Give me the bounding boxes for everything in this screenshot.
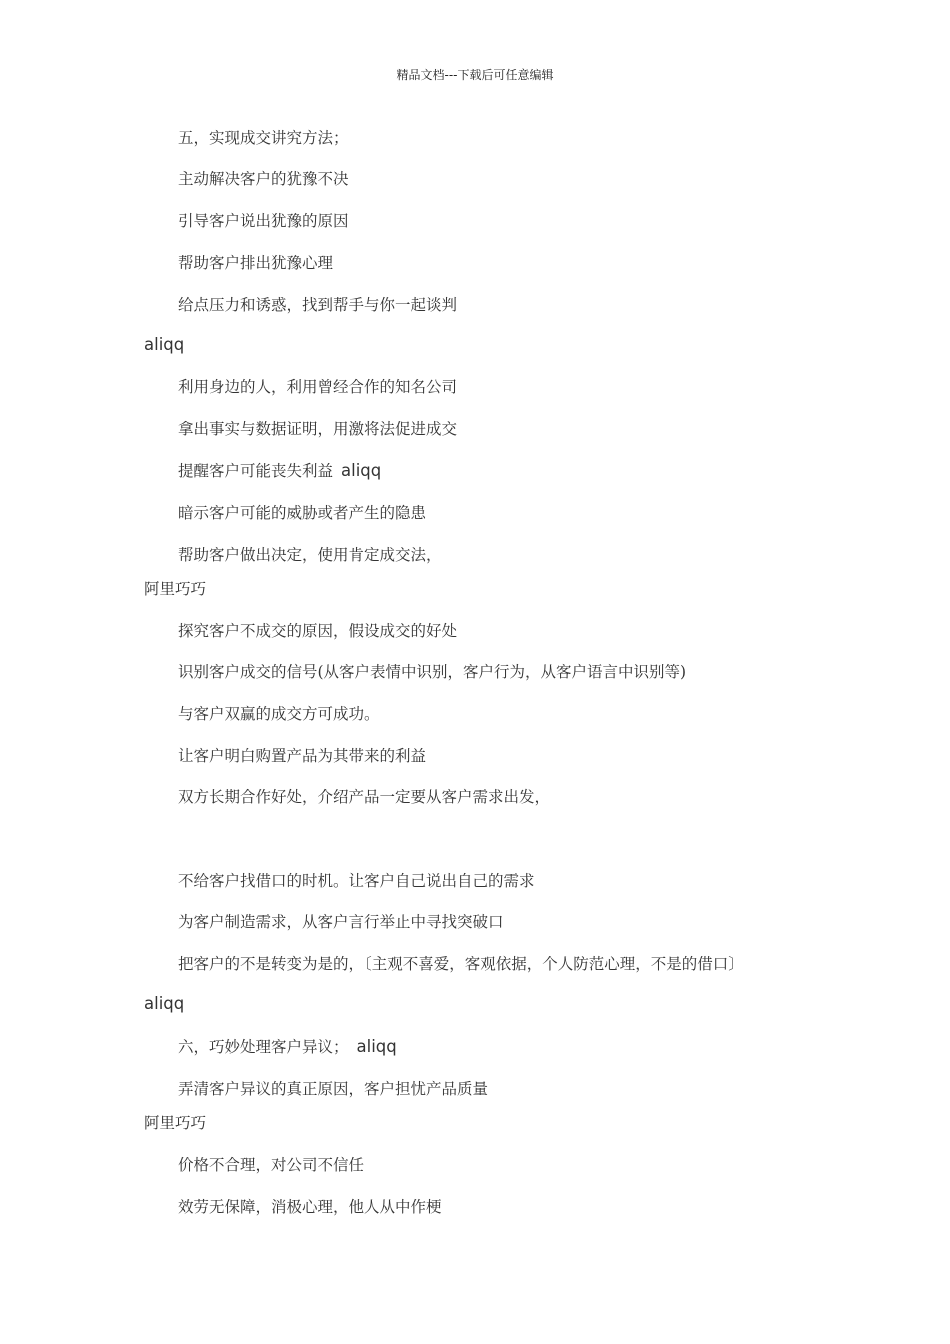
watermark-text: aliqq	[144, 335, 185, 354]
text-line: 暗示客户可能的威胁或者产生的隐患	[178, 504, 427, 522]
text-line: 识别客户成交的信号(从客户表情中识别，客户行为，从客户语言中识别等)	[178, 663, 687, 681]
text-line: 不给客户找借口的时机。让客户自己说出自己的需求	[178, 872, 535, 890]
section-heading-5: 五，实现成交讲究方法；	[178, 129, 349, 147]
text-line: 帮助客户做出决定，使用肯定成交法，	[178, 546, 442, 564]
text-line: 弄清客户异议的真正原因，客户担忧产品质量	[178, 1080, 489, 1098]
section-heading-6	[178, 1037, 397, 1057]
text-line: 帮助客户排出犹豫心理	[178, 254, 334, 272]
text-line: 与客户双赢的成交方可成功。	[178, 705, 380, 723]
text-line: 引导客户说出犹豫的原因	[178, 212, 349, 230]
watermark-text: 阿里巧巧	[144, 1114, 207, 1132]
text-line: 利用身边的人，利用曾经合作的知名公司	[178, 378, 458, 396]
text-line: 主动解决客户的犹豫不决	[178, 170, 349, 188]
watermark-text: aliqq	[144, 994, 185, 1013]
text-line: 让客户明白购置产品为其带来的利益	[178, 747, 427, 765]
text-line: 价格不合理，对公司不信任	[178, 1156, 365, 1174]
watermark-text: aliqq	[341, 461, 382, 480]
text-line: 把客户的不是转变为是的，〔主观不喜爱，客观依据，个人防范心理，不是的借口〕	[178, 955, 744, 973]
text-line: 效劳无保障，消极心理，他人从中作梗	[178, 1198, 442, 1216]
text-line: 双方长期合作好处，介绍产品一定要从客户需求出发，	[178, 788, 551, 806]
text-line: 给点压力和诱惑，找到帮手与你一起谈判	[178, 296, 458, 314]
text-line: 拿出事实与数据证明，用激将法促进成交	[178, 420, 458, 438]
page-header: 精品文档---下载后可任意编辑	[396, 68, 554, 82]
text-line	[178, 461, 381, 481]
text-line-main: 六，巧妙处理客户异议；	[178, 1038, 349, 1056]
text-line: 探究客户不成交的原因，假设成交的好处	[178, 622, 458, 640]
watermark-text: aliqq	[356, 1037, 397, 1056]
text-line-main: 提醒客户可能丧失利益	[178, 462, 334, 480]
text-line: 为客户制造需求，从客户言行举止中寻找突破口	[178, 913, 504, 931]
watermark-text: 阿里巧巧	[144, 580, 207, 598]
